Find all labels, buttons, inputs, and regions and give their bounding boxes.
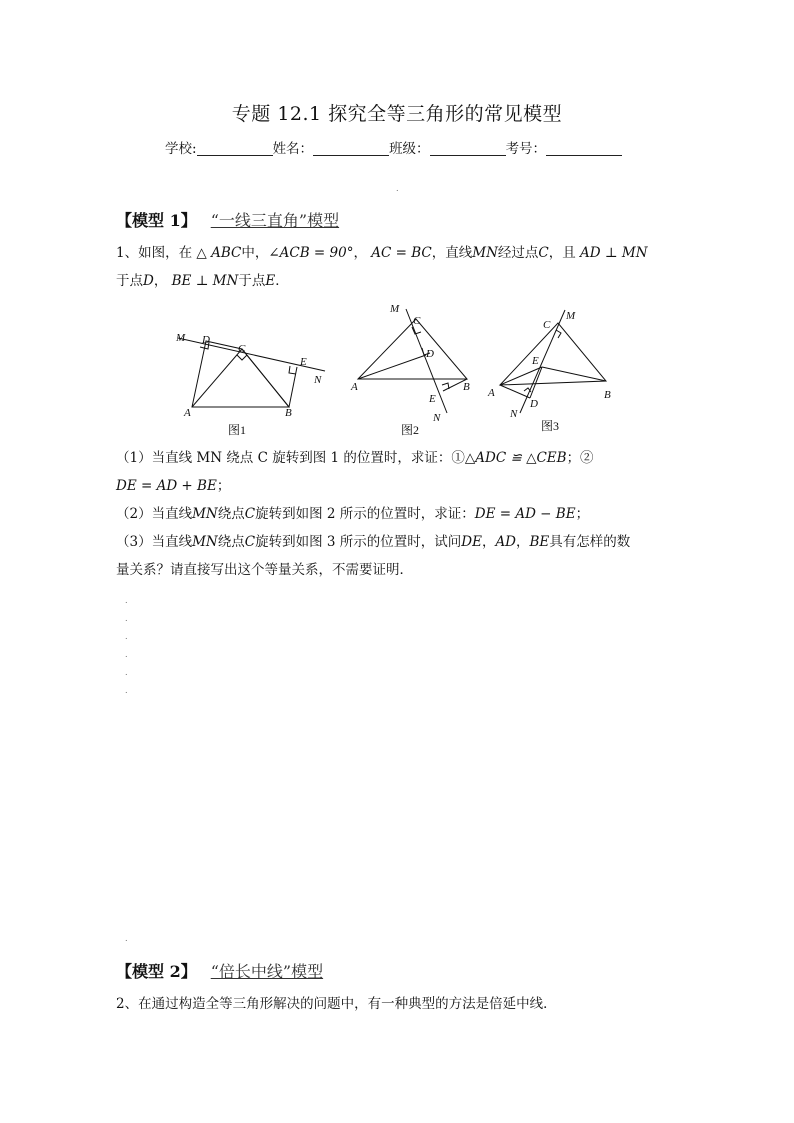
question3-line2: 量关系？请直接写出这个等量关系，不需要证明． (116, 562, 413, 578)
problem1-number: 1、 (116, 245, 139, 261)
fig2-label-c: C (413, 315, 421, 327)
fig2-label-n: N (433, 412, 441, 424)
math: DE (461, 534, 482, 550)
text: 于点 (116, 273, 143, 289)
math: C (538, 245, 549, 261)
fig1-label-n: N (314, 374, 322, 386)
fig1-side-ac (192, 349, 242, 407)
math: AD ⊥ MN (580, 245, 648, 261)
answer-dot: . (125, 668, 128, 677)
figure-3 (500, 310, 606, 413)
answer-dot: . (125, 596, 128, 605)
fig2-label-a: A (351, 381, 358, 393)
text: 旋转到如图 3 所示的位置时，试问 (255, 534, 462, 550)
exam-number-field[interactable] (546, 141, 622, 156)
math: △ADC ≌ △CEB (464, 450, 567, 466)
text: ；② (566, 450, 594, 466)
fig3-label-c: C (543, 319, 551, 331)
text: 中， (241, 245, 269, 261)
text: 绕点 (217, 534, 245, 550)
fig2-label-e: E (429, 393, 436, 405)
fig2-label-b: B (463, 381, 470, 393)
name-field[interactable] (313, 141, 389, 156)
fig3-triangle-abc (500, 323, 606, 385)
text: ； (575, 506, 590, 522)
fig1-right-mark-e (289, 366, 296, 374)
math: C (244, 506, 256, 522)
text: ， (481, 534, 496, 550)
math: MN (192, 534, 218, 550)
math: E (265, 273, 276, 289)
problem2-number: 2、 (116, 996, 139, 1012)
math: AD (495, 534, 517, 550)
text: ． (275, 273, 289, 289)
text: ， (153, 273, 168, 289)
school-label: 学校: (165, 141, 197, 157)
name-label: 姓名： (272, 141, 314, 157)
text: 绕点 (217, 506, 245, 522)
question2 (116, 502, 589, 526)
math: BE (529, 534, 550, 550)
problem2-line1 (116, 992, 557, 1016)
stray-dot: . (396, 184, 399, 193)
fig3-label-e: E (532, 355, 539, 367)
fig1-label-b: B (285, 407, 292, 419)
fig1-label-a: A (184, 407, 191, 419)
text: 旋转到如图 2 所示的位置时，求证： (255, 506, 475, 522)
answer-dot: . (125, 686, 128, 695)
text: 经过点 (497, 245, 539, 261)
math: C (244, 534, 256, 550)
fig3-right-mark-d (524, 388, 531, 392)
fig3-label-m: M (566, 310, 576, 322)
math: MN (472, 245, 498, 261)
figures-panel (160, 295, 640, 440)
question3-line1 (116, 530, 630, 554)
problem2-text: 在通过构造全等三角形解决的问题中，有一种典型的方法是倍延中线． (138, 996, 557, 1012)
math: ABC (211, 245, 242, 261)
student-info-line (165, 137, 622, 157)
problem1-line1 (116, 241, 648, 265)
math: ∠ACB = 90° (268, 245, 354, 261)
question1-line2 (116, 474, 230, 498)
fig3-label-b: B (604, 389, 611, 401)
math: BE ⊥ MN (171, 273, 239, 289)
page-title: 专题 12.1 探究全等三角形的常见模型 (231, 103, 563, 125)
answer-dot: . (125, 934, 128, 943)
fig1-right-mark-c (237, 355, 247, 360)
section2-model-title: “倍长中线”模型 (210, 962, 324, 981)
fig1-label-m: M (176, 332, 186, 344)
text: 于点 (238, 273, 266, 289)
figure-1 (178, 338, 325, 407)
section1-heading (116, 208, 339, 231)
text: （2）当直线 (116, 506, 193, 522)
section1-model-title: “一线三直角”模型 (210, 211, 340, 230)
class-field[interactable] (430, 141, 506, 156)
answer-dot: . (125, 614, 128, 623)
fig2-line-ad (358, 355, 426, 379)
section1-bracket-label: 【模型 1】 (116, 211, 197, 230)
text: ，且 (548, 245, 576, 261)
answer-dot: . (125, 650, 128, 659)
fig3-line-ad (500, 385, 530, 398)
question1-line1 (116, 446, 594, 470)
fig1-label-d: D (202, 334, 210, 346)
fig2-label-d: D (426, 348, 434, 360)
text: 如图，在 △ (138, 245, 207, 261)
text: ； (216, 478, 231, 494)
fig3-label-a: A (488, 387, 495, 399)
fig3-label-d: D (530, 398, 538, 410)
exam-number-label: 考号： (505, 141, 547, 157)
fig1-caption: 图1 (228, 423, 247, 437)
school-field[interactable] (197, 141, 273, 156)
fig1-label-e: E (300, 356, 307, 368)
math: DE = AD + BE (116, 478, 217, 494)
answer-dot: . (125, 632, 128, 641)
fig1-label-c: C (238, 343, 246, 355)
fig3-right-mark-c (556, 330, 561, 338)
text: 具有怎样的数 (549, 534, 631, 550)
math: MN (192, 506, 218, 522)
text: ， (516, 534, 530, 550)
fig3-caption: 图3 (541, 419, 560, 433)
problem1-line2 (116, 269, 289, 293)
math: AC = BC (371, 245, 432, 261)
fig2-caption: 图2 (401, 423, 420, 437)
math: D (143, 273, 154, 289)
fig2-label-m: M (390, 303, 400, 315)
section2-heading (116, 959, 323, 982)
class-label: 班级： (389, 141, 430, 157)
text: ， (353, 245, 367, 261)
text: （3）当直线 (116, 534, 193, 550)
math: DE = AD − BE (474, 506, 576, 522)
section2-bracket-label: 【模型 2】 (116, 962, 197, 981)
fig3-label-n: N (510, 408, 518, 420)
text: （1）当直线 MN 绕点 C 旋转到图 1 的位置时，求证：① (116, 450, 465, 466)
text: ，直线 (431, 245, 473, 261)
